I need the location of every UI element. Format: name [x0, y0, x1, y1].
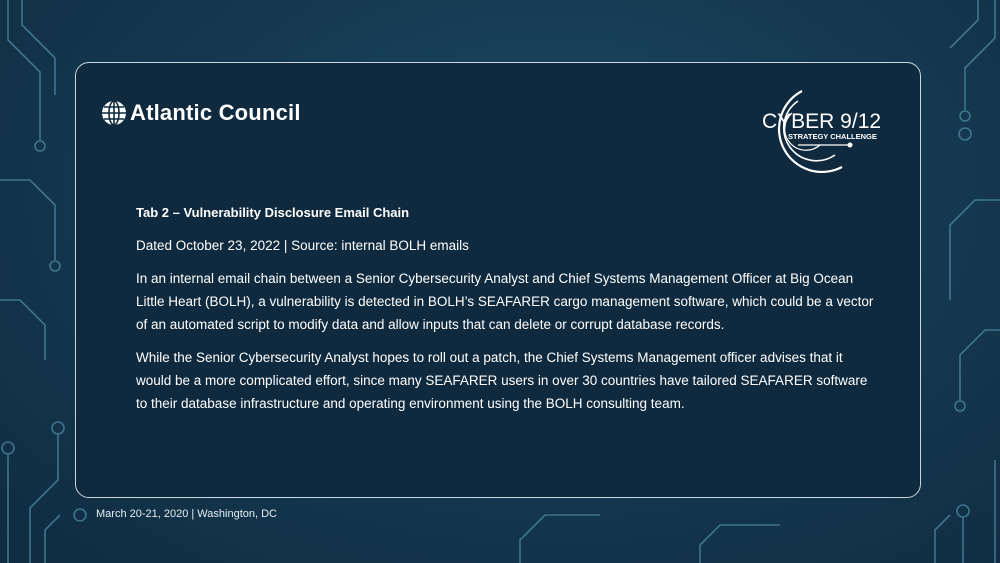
slide-content: [136, 201, 876, 425]
globe-icon: [100, 99, 128, 127]
atlantic-council-logo: [100, 99, 301, 127]
cyber-logo-subtitle: STRATEGY CHALLENGE: [788, 132, 877, 141]
cyber-912-logo: [740, 83, 900, 183]
slide-heading: Tab 2 – Vulnerability Disclosure Email Chain: [136, 205, 410, 220]
dated-line: Dated October 23, 2022 | Source: internal BOLH emails: [136, 238, 469, 253]
footer-text: March 20-21, 2020 | Washington, DC: [96, 508, 277, 520]
organization-name: Atlantic Council: [130, 100, 301, 125]
slide-card: [75, 62, 921, 498]
paragraph-2: While the Senior Cybersecurity Analyst hopes to roll out a patch, the Chief Systems Management officer advises that it would be a more complicated effort, since many SEAFARER users in over 30 countries have tailored SEAFARER software to their database infrastructure and operating environment using the BOLH consulting team.: [136, 350, 868, 411]
cyber-logo-title: CYBER 9/12: [762, 110, 882, 133]
paragraph-1: In an internal email chain between a Senior Cybersecurity Analyst and Chief Systems Management Officer at Big Ocean Little Heart (BOLH), a vulnerability is detected in BOLH’s SEAFARER cargo management software, which could be a vector of an automated script to modify data and allow inputs that can delete or corrupt database records.: [136, 271, 874, 332]
